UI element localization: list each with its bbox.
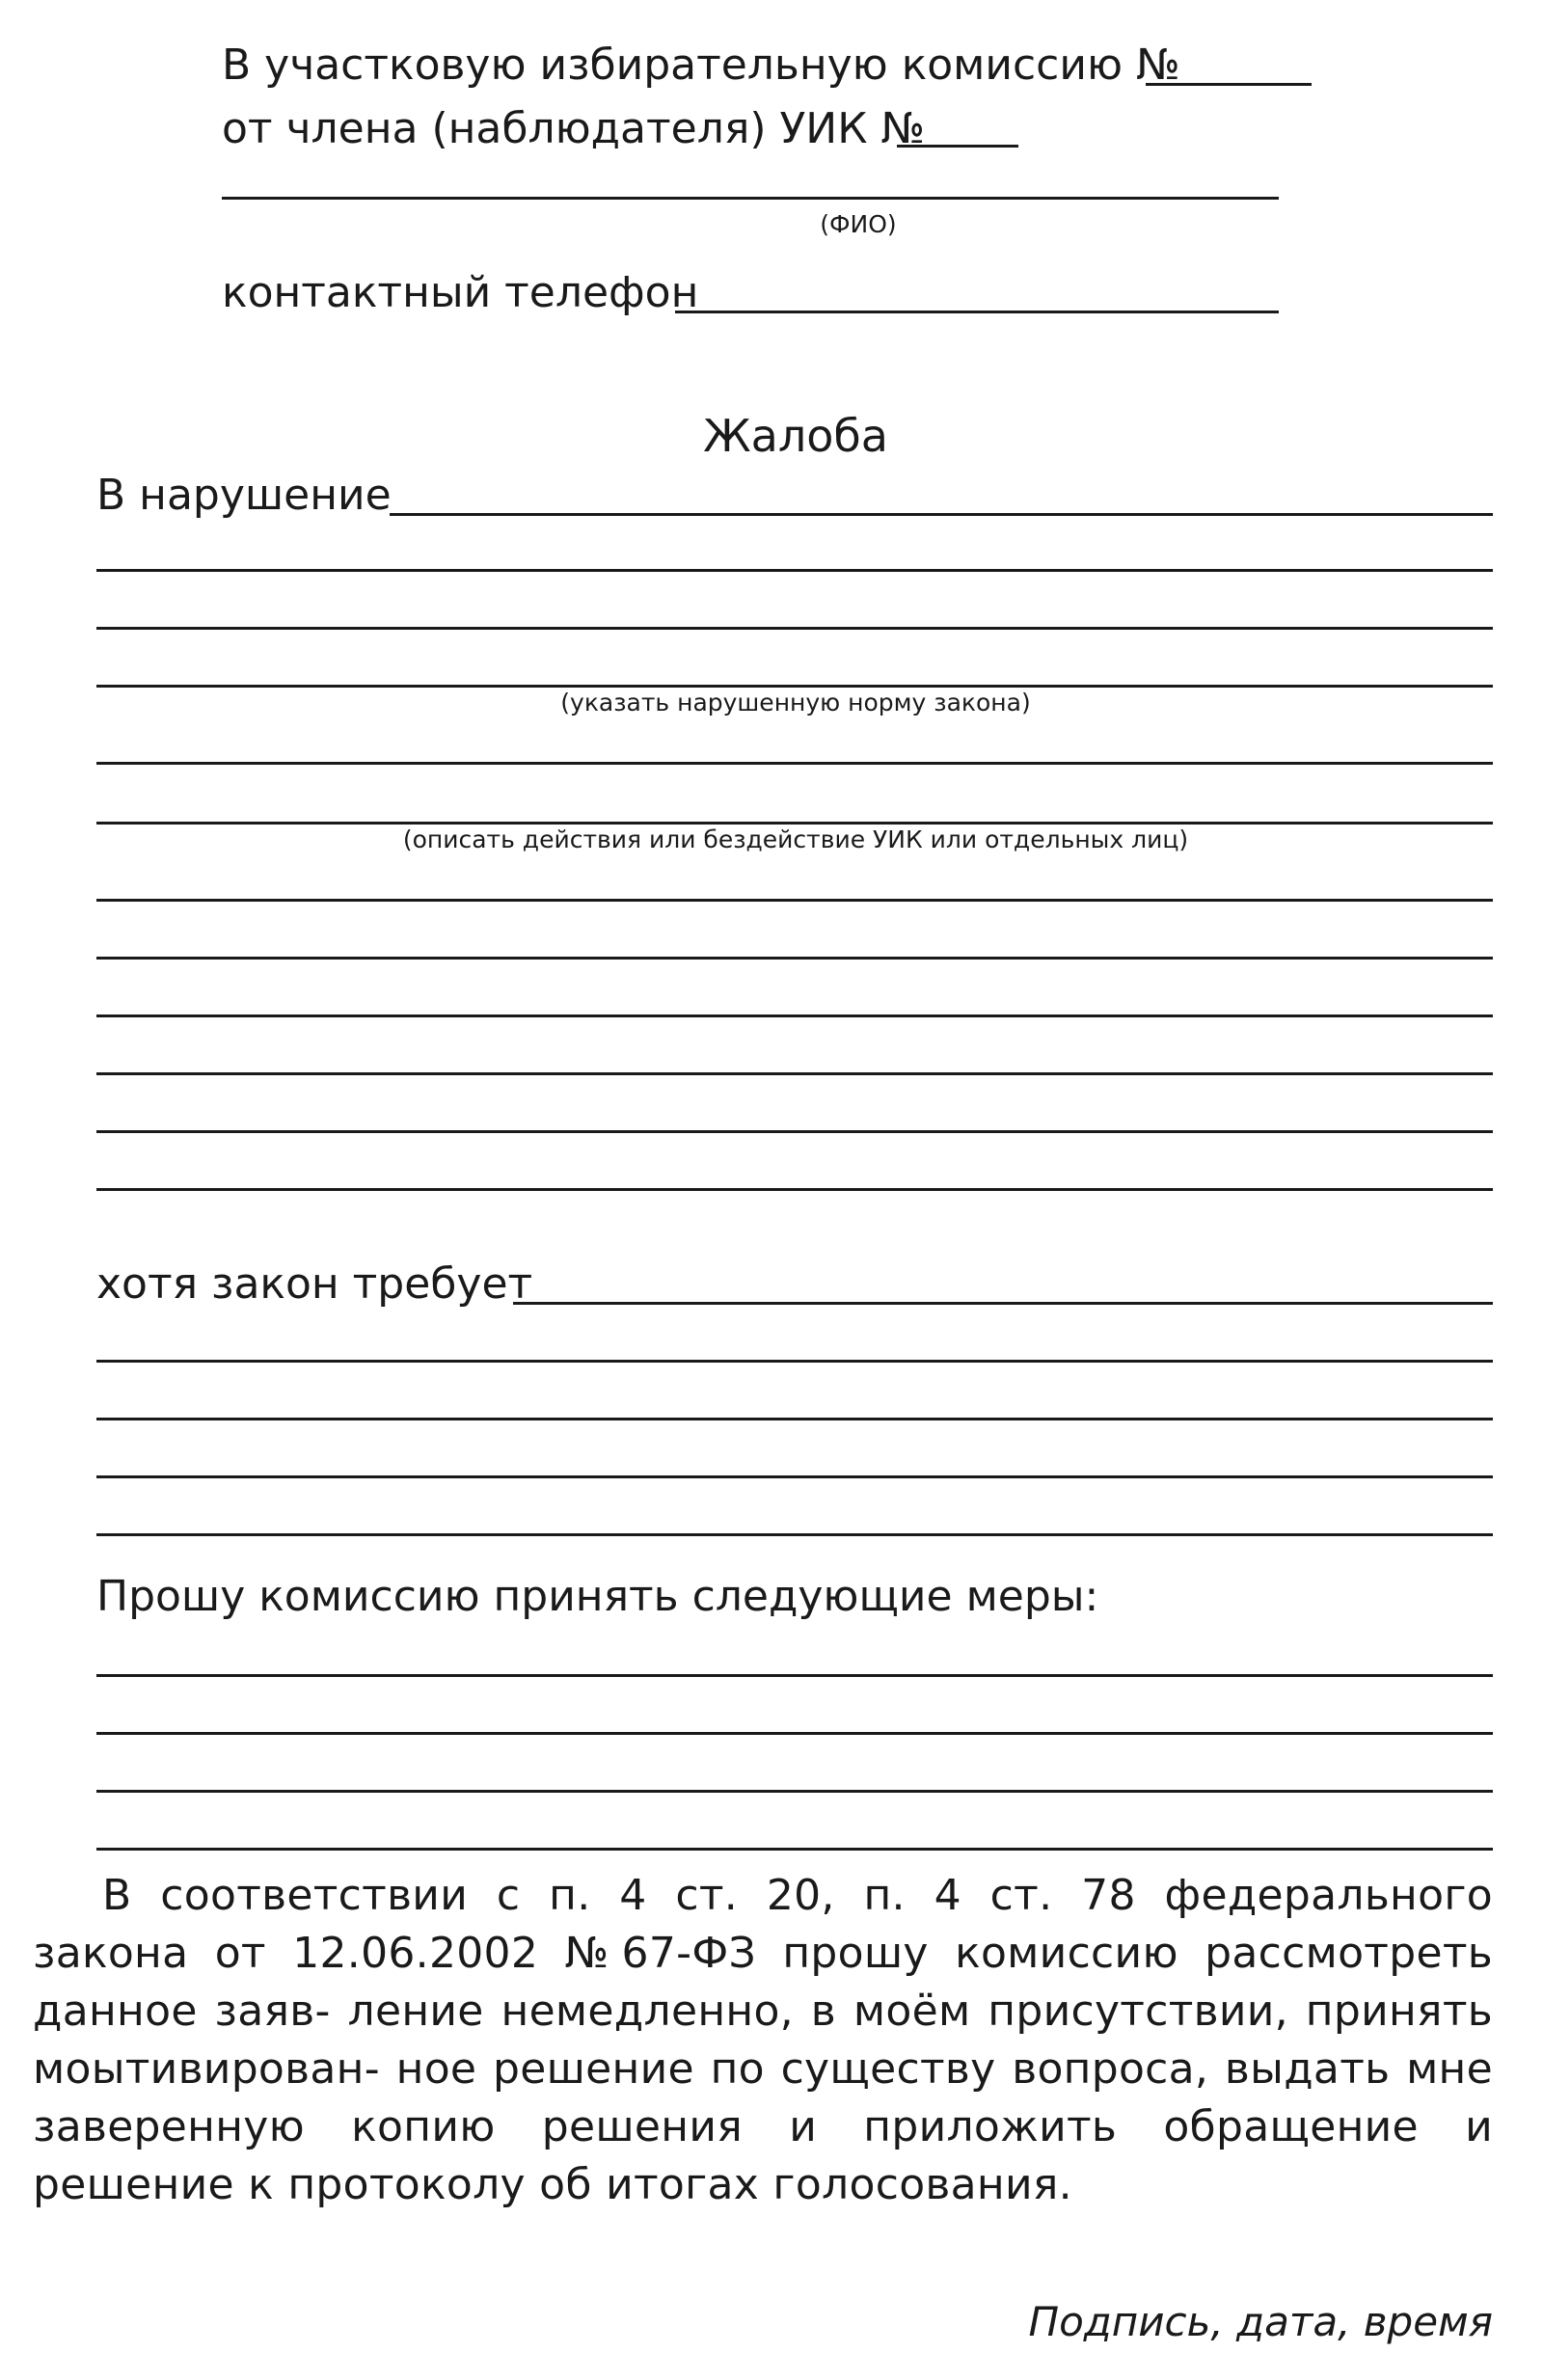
complaint-title: Жалоба bbox=[703, 410, 888, 462]
request-paragraph-part-3: ное решение по существу вопроса, выдать мне заверенную копию решения и приложить обращение и решение к протоколу об итогах голосования. bbox=[33, 2044, 1493, 2209]
actions-blank-6[interactable] bbox=[96, 1188, 1493, 1191]
violation-blank-6[interactable] bbox=[96, 822, 1493, 825]
law-requires-blank-4[interactable] bbox=[96, 1475, 1493, 1478]
uik-number-blank[interactable] bbox=[897, 145, 1018, 148]
from-member-line bbox=[222, 102, 925, 156]
violation-blank-4[interactable] bbox=[96, 685, 1493, 688]
violation-blank-1[interactable] bbox=[390, 513, 1493, 516]
fio-caption: (ФИО) bbox=[820, 210, 897, 238]
request-paragraph bbox=[33, 1867, 1493, 2214]
commission-address-line bbox=[222, 39, 1180, 93]
measures-blank-2[interactable] bbox=[96, 1732, 1493, 1735]
actions-blank-3[interactable] bbox=[96, 1014, 1493, 1017]
violation-blank-2[interactable] bbox=[96, 569, 1493, 572]
actions-blank-5[interactable] bbox=[96, 1130, 1493, 1133]
violation-label: В нарушение bbox=[96, 471, 392, 520]
contact-phone-line bbox=[222, 266, 698, 320]
contact-phone-blank[interactable] bbox=[675, 311, 1279, 313]
measures-blank-1[interactable] bbox=[96, 1674, 1493, 1677]
law-requires-blank-1[interactable] bbox=[513, 1302, 1493, 1305]
actions-caption: (описать действия или бездействие УИК или отдельных лиц) bbox=[402, 825, 1189, 853]
law-requires-label: хотя закон требует bbox=[96, 1259, 533, 1309]
law-norm-caption: (указать нарушенную норму закона) bbox=[560, 689, 1031, 717]
from-member-text: от члена (наблюдателя) УИК № bbox=[222, 104, 926, 153]
request-paragraph-part-1: В соответствии с п. 4 ст. 20, п. 4 ст. 78 федерального закона от 12.06.2002 №67-ФЗ прошу комиссию рассмотреть данное заяв- bbox=[33, 1871, 1493, 2036]
commission-address-text: В участковую избирательную комиссию № bbox=[222, 41, 1180, 90]
measures-label: Прошу комиссию принять следующие меры: bbox=[96, 1572, 1099, 1621]
measures-blank-4[interactable] bbox=[96, 1848, 1493, 1851]
actions-blank-1[interactable] bbox=[96, 899, 1493, 902]
violation-blank-5[interactable] bbox=[96, 762, 1493, 765]
fio-blank[interactable] bbox=[222, 197, 1279, 200]
commission-number-blank[interactable] bbox=[1146, 83, 1312, 86]
law-requires-blank-5[interactable] bbox=[96, 1533, 1493, 1536]
measures-blank-3[interactable] bbox=[96, 1790, 1493, 1793]
actions-blank-2[interactable] bbox=[96, 957, 1493, 960]
actions-blank-4[interactable] bbox=[96, 1072, 1493, 1075]
contact-phone-label: контактный телефон bbox=[222, 268, 699, 317]
law-requires-blank-2[interactable] bbox=[96, 1360, 1493, 1363]
signature-label: Подпись, дата, время bbox=[1028, 2298, 1493, 2345]
violation-blank-3[interactable] bbox=[96, 627, 1493, 630]
law-requires-blank-3[interactable] bbox=[96, 1418, 1493, 1420]
request-paragraph-part-2: ление немедленно, в моём присутствии, принять моытивирован- bbox=[33, 1987, 1493, 2094]
